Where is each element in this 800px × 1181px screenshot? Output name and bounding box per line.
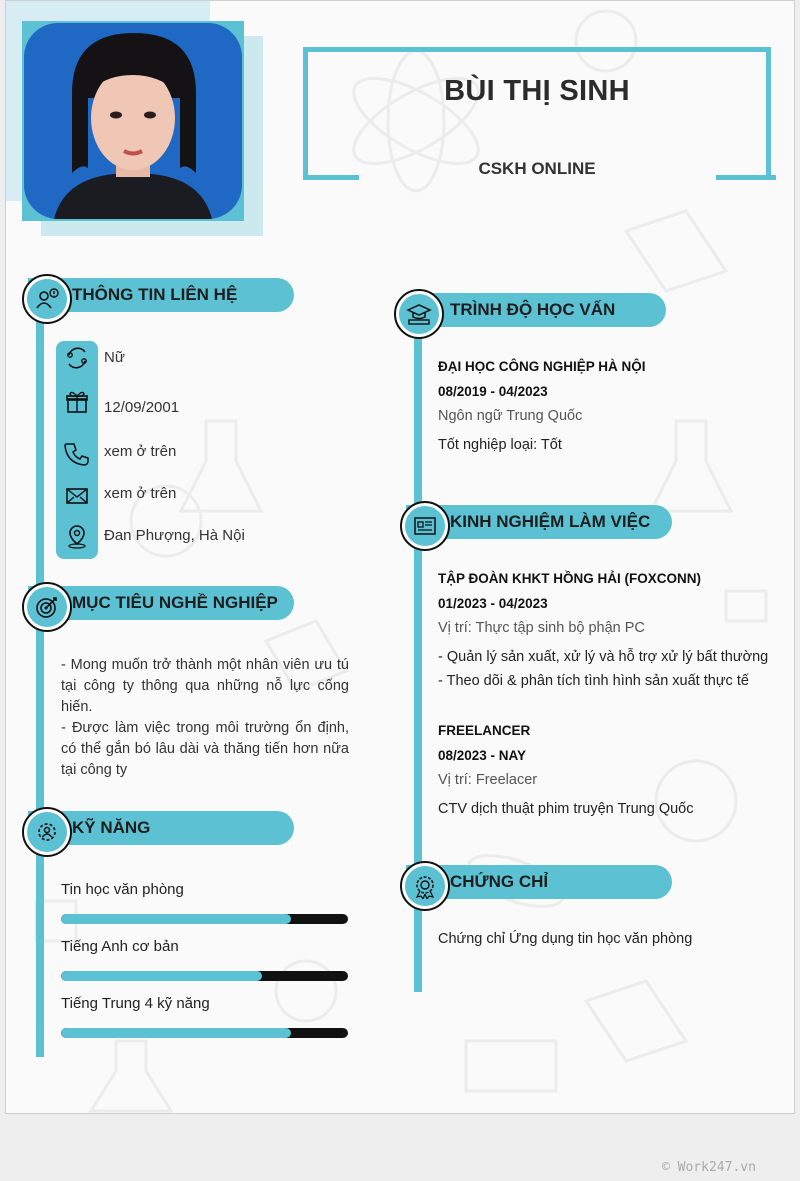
email-icon [64, 483, 90, 509]
experience-duty-1b: - Theo dõi & phân tích tình hình sản xuất thực tế [438, 673, 749, 689]
skills-section-icon [22, 807, 72, 857]
experience-company-1: TẬP ĐOÀN KHKT HỒNG HẢI (FOXCONN) [438, 571, 701, 586]
section-title-objective: MỤC TIÊU NGHỀ NGHIỆP [72, 593, 278, 612]
contact-address: Đan Phượng, Hà Nội [104, 527, 245, 544]
section-title-education: TRÌNH ĐỘ HỌC VẤN [450, 300, 616, 319]
skill-bar-3 [61, 1028, 348, 1038]
gift-icon [64, 389, 90, 415]
avatar-frame [22, 21, 244, 221]
experience-duty-1a: - Quản lý sản xuất, xử lý và hỗ trợ xử lý bất thường [438, 649, 769, 665]
objective-line-2: - Được làm việc trong môi trường ổn định, có thể gắn bó lâu dài và thăng tiến hơn nữa tại công ty [61, 720, 349, 778]
skill-fill-2 [61, 971, 262, 981]
skill-name-1: Tin học văn phòng [61, 881, 184, 898]
contact-birthday: 12/09/2001 [104, 399, 180, 416]
education-major: Ngôn ngữ Trung Quốc [438, 408, 583, 424]
section-title-contact: THÔNG TIN LIÊN HỆ [72, 285, 238, 304]
contact-phone: xem ở trên [104, 443, 177, 460]
education-result: Tốt nghiệp loại: Tốt [438, 437, 562, 453]
section-title-experience: KINH NGHIỆM LÀM VIỆC [450, 512, 651, 531]
briefcase-icon [412, 513, 438, 539]
contact-section-icon [22, 274, 72, 324]
objective-text [61, 655, 349, 781]
experience-duty-2: CTV dịch thuật phim truyện Trung Quốc [438, 801, 694, 817]
experience-period-2: 08/2023 - NAY [438, 748, 527, 763]
section-title-skills: KỸ NĂNG [72, 818, 151, 837]
candidate-name: BÙI THỊ SINH [444, 75, 630, 107]
skill-name-3: Tiếng Trung 4 kỹ năng [61, 995, 210, 1012]
experience-period-1: 01/2023 - 04/2023 [438, 596, 548, 611]
experience-position-2: Vị trí: Freelacer [438, 772, 538, 788]
section-header-education [406, 293, 666, 327]
objective-section-icon [22, 582, 72, 632]
phone-icon [64, 441, 90, 467]
certificates-section-icon [400, 861, 450, 911]
footer-watermark: © Work247.vn [662, 1160, 756, 1175]
avatar [24, 23, 242, 219]
experience-company-2: FREELANCER [438, 723, 531, 738]
section-title-certificates: CHỨNG CHỈ [450, 872, 549, 891]
skill-bar-1 [61, 914, 348, 924]
user-info-icon [34, 286, 60, 312]
certificate-icon [412, 873, 438, 899]
gear-user-icon [34, 819, 60, 845]
job-title: CSKH ONLINE [478, 159, 596, 178]
education-period: 08/2019 - 04/2023 [438, 384, 548, 399]
education-school: ĐẠI HỌC CÔNG NGHIỆP HÀ NỘI [438, 359, 646, 374]
skill-bar-2 [61, 971, 348, 981]
objective-line-1: - Mong muốn trở thành một nhân viên ưu tú tại công ty thông qua những nỗ lực cống hiến. [61, 657, 349, 715]
skill-fill-3 [61, 1028, 291, 1038]
education-section-icon [394, 289, 444, 339]
contact-gender: Nữ [104, 349, 125, 366]
skill-fill-1 [61, 914, 291, 924]
contact-email: xem ở trên [104, 485, 177, 502]
experience-position-1: Vị trí: Thực tập sinh bộ phận PC [438, 620, 645, 636]
gender-icon [64, 345, 90, 371]
target-icon [34, 594, 60, 620]
cv-page [5, 0, 795, 1114]
certificate-item-1: Chứng chỉ Ứng dụng tin học văn phòng [438, 931, 693, 947]
graduation-icon [406, 301, 432, 327]
location-icon [64, 523, 90, 549]
skill-name-2: Tiếng Anh cơ bản [61, 938, 179, 955]
left-timeline [36, 297, 44, 1057]
avatar-portrait [24, 23, 242, 219]
experience-section-icon [400, 501, 450, 551]
